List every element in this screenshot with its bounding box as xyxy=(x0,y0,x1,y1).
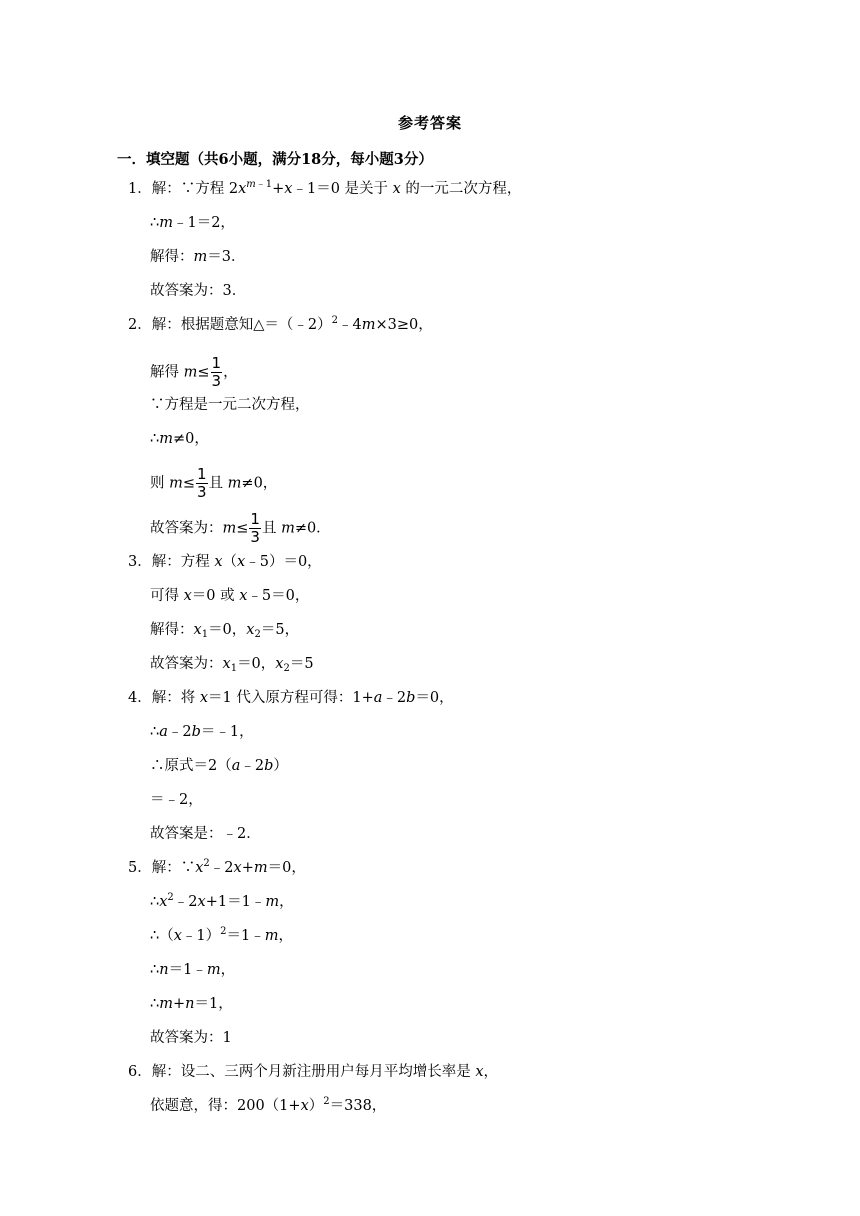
q2-line-5: 则 m≤ $\frac{1}{3}$ 且 m≠0， xyxy=(150,465,278,501)
question-number: 6． xyxy=(128,1064,152,1080)
q1-line-1: 1．解：∵方程 $2x^{m﹣1}+x﹣1=0$ 是关于 x 的一元二次方程， xyxy=(128,179,522,197)
q5-line-6: 故答案为：1 xyxy=(150,1030,232,1046)
q4-line-4: ＝﹣2， xyxy=(150,792,203,808)
question-number: 4． xyxy=(128,690,152,706)
fraction-one-third: $\frac{1}{3}$ xyxy=(197,465,207,501)
q3-line-2: 可得 x＝0 或 x﹣5＝0， xyxy=(150,588,310,604)
section-heading: 一．填空题（共6小题，满分18分，每小题3分） xyxy=(117,151,433,168)
question-number: 2． xyxy=(128,317,152,333)
page-title: 参考答案 xyxy=(397,114,462,132)
q5-line-4: ∴n＝1﹣m， xyxy=(150,962,236,978)
q5-line-2: $\therefore x^2﹣2x+1=1﹣m$， xyxy=(150,892,294,910)
q1-line-4: 故答案为：3． xyxy=(150,283,247,299)
q4-line-2: ∴a﹣2b＝﹣1， xyxy=(150,724,254,740)
q2-line-1: 2．解：根据题意知△＝（﹣2）$^2$﹣4m×3≥0， xyxy=(128,315,433,333)
q2-line-4: ∴m≠0， xyxy=(150,431,209,447)
question-number: 1． xyxy=(128,181,152,197)
question-number: 3． xyxy=(128,554,152,570)
q3-line-3: 解得：$x_1=0$，$x_2=5$， xyxy=(150,622,300,640)
q2-line-3: ∵方程是一元二次方程， xyxy=(150,397,310,413)
q4-line-3: ∴原式＝2（a﹣2b） xyxy=(150,758,288,774)
q2-line-6: 故答案为：m≤ $\frac{1}{3}$ 且 m≠0． xyxy=(150,510,331,546)
q5-line-3: ∴（x﹣1）$^2$＝1﹣m， xyxy=(150,926,294,944)
q5-line-1: 5．解：$\because x^2﹣2x+m=0$， xyxy=(128,858,306,876)
question-number: 5． xyxy=(128,860,152,876)
q6-line-1: 6．解：设二、三两个月新注册用户每月平均增长率是 x， xyxy=(128,1064,499,1080)
q5-line-5: ∴m+n＝1， xyxy=(150,996,233,1012)
q4-line-1: 4．解：将 x＝1 代入原方程可得：1+a﹣2b＝0， xyxy=(128,690,454,706)
fraction-one-third: $\frac{1}{3}$ xyxy=(250,510,260,546)
q6-line-2: 依题意，得：$200(1+x)^2=338$， xyxy=(150,1096,387,1114)
fraction-one-third: $\frac{1}{3}$ xyxy=(211,354,222,390)
q1-line-2: ∴m﹣1＝2， xyxy=(150,215,235,231)
q4-line-5: 故答案是：﹣2． xyxy=(150,826,261,842)
q3-line-4: 故答案为：$x_1=0$，$x_2=5$ xyxy=(150,656,314,674)
q3-line-1: 3．解：方程 x（x﹣5）＝0， xyxy=(128,554,322,570)
q2-line-2: 解得 m≤ $\frac{1}{3}$ ， xyxy=(150,354,238,390)
q1-line-3: 解得：m＝3． xyxy=(150,249,246,265)
